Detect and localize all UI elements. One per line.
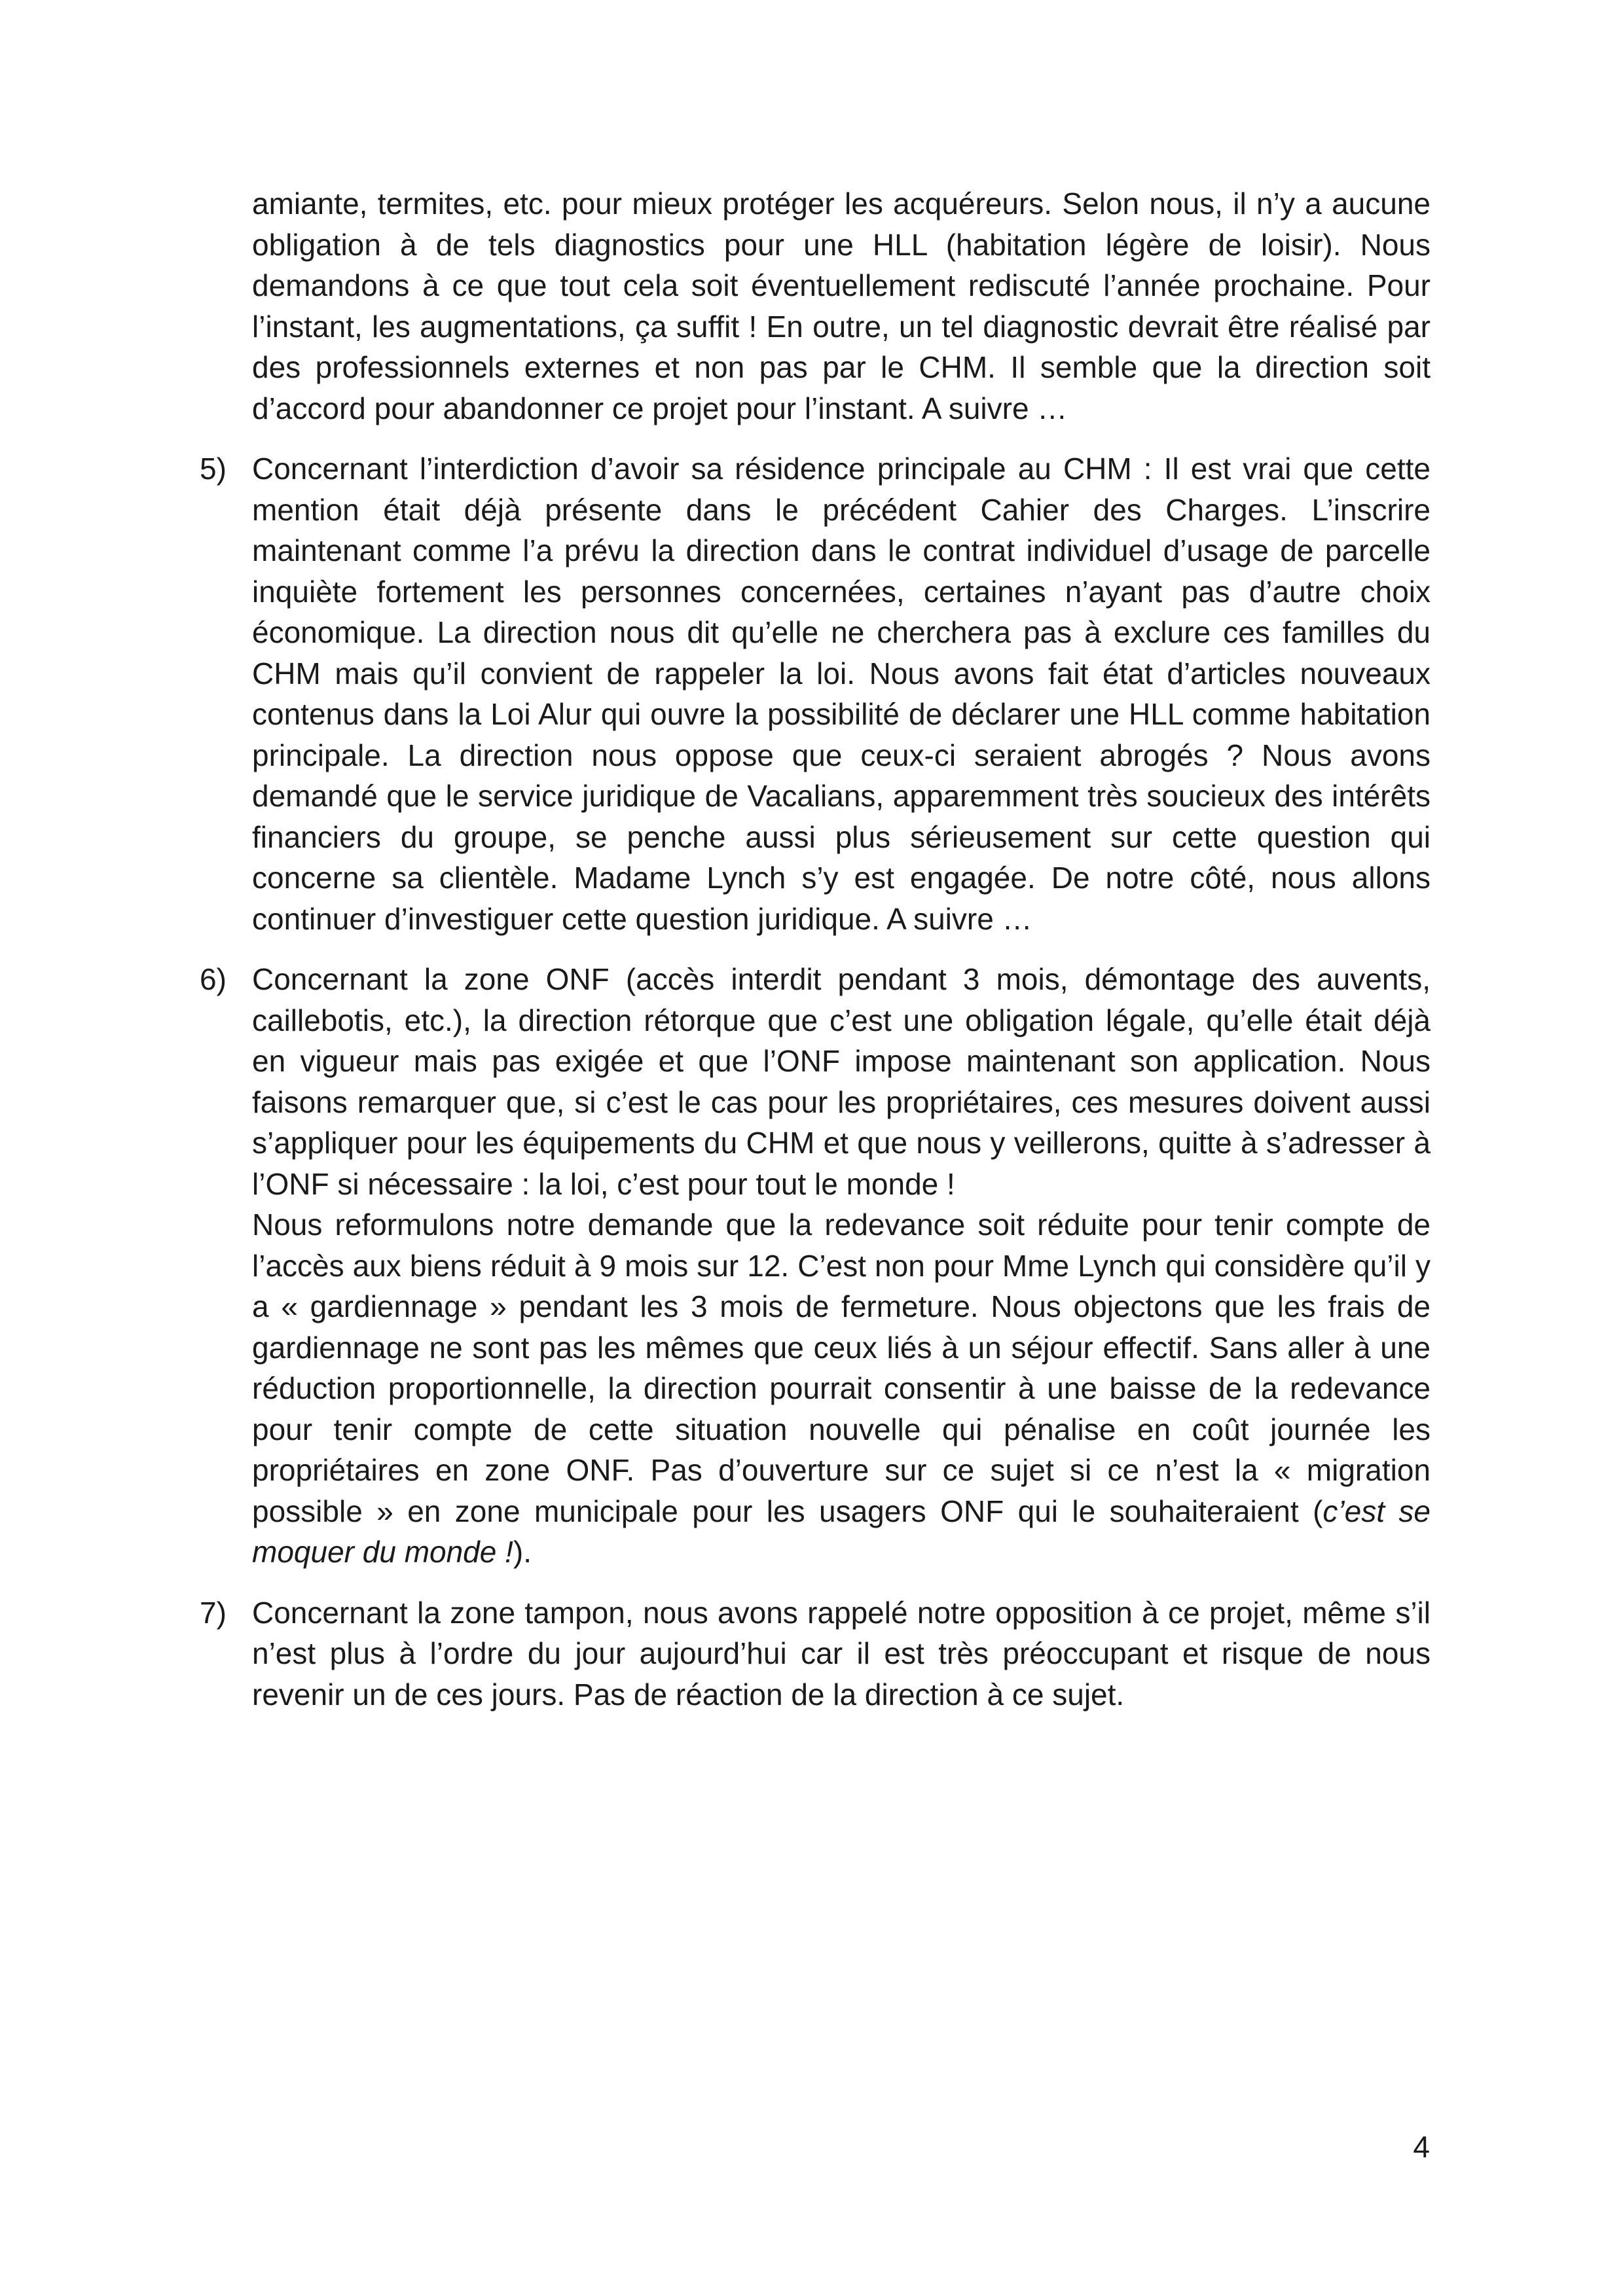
list-item-text: Concernant la zone tampon, nous avons rappelé notre opposition à ce projet, même s’il n’est plus à l’ordre du jour aujourd’hui car il est très préoccupant et risque de nous revenir un de ces jours. Pas de réaction de la direction à ce sujet. xyxy=(252,1595,1431,1712)
list-item-text: Concernant l’interdiction d’avoir sa résidence principale au CHM : Il est vrai que cette mention était déjà présente dans le précédent Cahier des Charges. L’inscrire maintenant comme l’a prévu la direction dans le contrat individuel d’usage de parcelle inquiète fortement les personnes concernées, certaines n’ayant pas d’autre choix économique. La direction nous dit qu’elle ne cherchera pas à exclure ces familles du CHM mais qu’il convient de rappeler la loi. Nous avons fait état d’articles nouveaux contenus dans la Loi Alur qui ouvre la possibilité de déclarer une HLL comme habitation principale. La direction nous oppose que ceux-ci seraient abrogés ? Nous avons demandé que le service juridique de Vacalians, apparemment très soucieux des intérêts financiers du groupe, se penche aussi plus sérieusement sur cette question qui concerne sa clientèle. Madame Lynch s’y est engagée. De notre côté, nous allons continuer d’investiguer cette question juridique. A suivre … xyxy=(252,452,1431,936)
page-body xyxy=(200,183,1431,1715)
italic-remark: c’est se moquer du monde ! xyxy=(252,1494,1431,1569)
list-item-continuation xyxy=(252,1204,1431,1573)
list-item-5 xyxy=(200,448,1431,939)
page-number: 4 xyxy=(1413,2130,1430,2164)
continuation-text: Nous reformulons notre demande que la redevance soit réduite pour tenir compte de l’accès aux biens réduit à 9 mois sur 12. C’est non pour Mme Lynch qui considère qu’il y a « gardiennage » pendant les 3 mois de fermeture. Nous objectons que les frais de gardiennage ne sont pas les mêmes que ceux liés à un séjour effectif. Sans aller à une réduction proportionnelle, la direction pourrait consentir à une baisse de la redevance pour tenir compte de cette situation nouvelle qui pénalise en coût journée les propriétaires en zone ONF. Pas d’ouverture sur ce sujet si ce n’est la « migration possible » en zone municipale pour les usagers ONF qui le souhaiteraient ( xyxy=(252,1208,1431,1528)
list-item-7 xyxy=(200,1592,1431,1715)
list-item-6 xyxy=(200,959,1431,1573)
continuation-end: ). xyxy=(513,1535,532,1569)
intro-paragraph: amiante, termites, etc. pour mieux protéger les acquéreurs. Selon nous, il n’y a aucune obligation à de tels diagnostics pour une HLL (habitation légère de loisir). Nous demandons à ce que tout cela soit éventuellement rediscuté l’année prochaine. Pour l’instant, les augmentations, ça suffit ! En outre, un tel diagnostic devrait être réalisé par des professionnels externes et non pas par le CHM. Il semble que la direction soit d’accord pour abandonner ce projet pour l’instant. A suivre … xyxy=(252,187,1431,425)
list-item-number: 6) xyxy=(200,962,227,996)
list-item-number: 5) xyxy=(200,452,227,486)
list-item-text: Concernant la zone ONF (accès interdit pendant 3 mois, démontage des auvents, caillebotis, etc.), la direction rétorque que c’est une obligation légale, qu’elle était déjà en vigueur mais pas exigée et que l’ONF impose maintenant son application. Nous faisons remarquer que, si c’est le cas pour les propriétaires, ces mesures doivent aussi s’appliquer pour les équipements du CHM et que nous y veillerons, quitte à s’adresser à l’ONF si nécessaire : la loi, c’est pour tout le monde ! xyxy=(252,962,1431,1201)
list-item-number: 7) xyxy=(200,1595,227,1630)
